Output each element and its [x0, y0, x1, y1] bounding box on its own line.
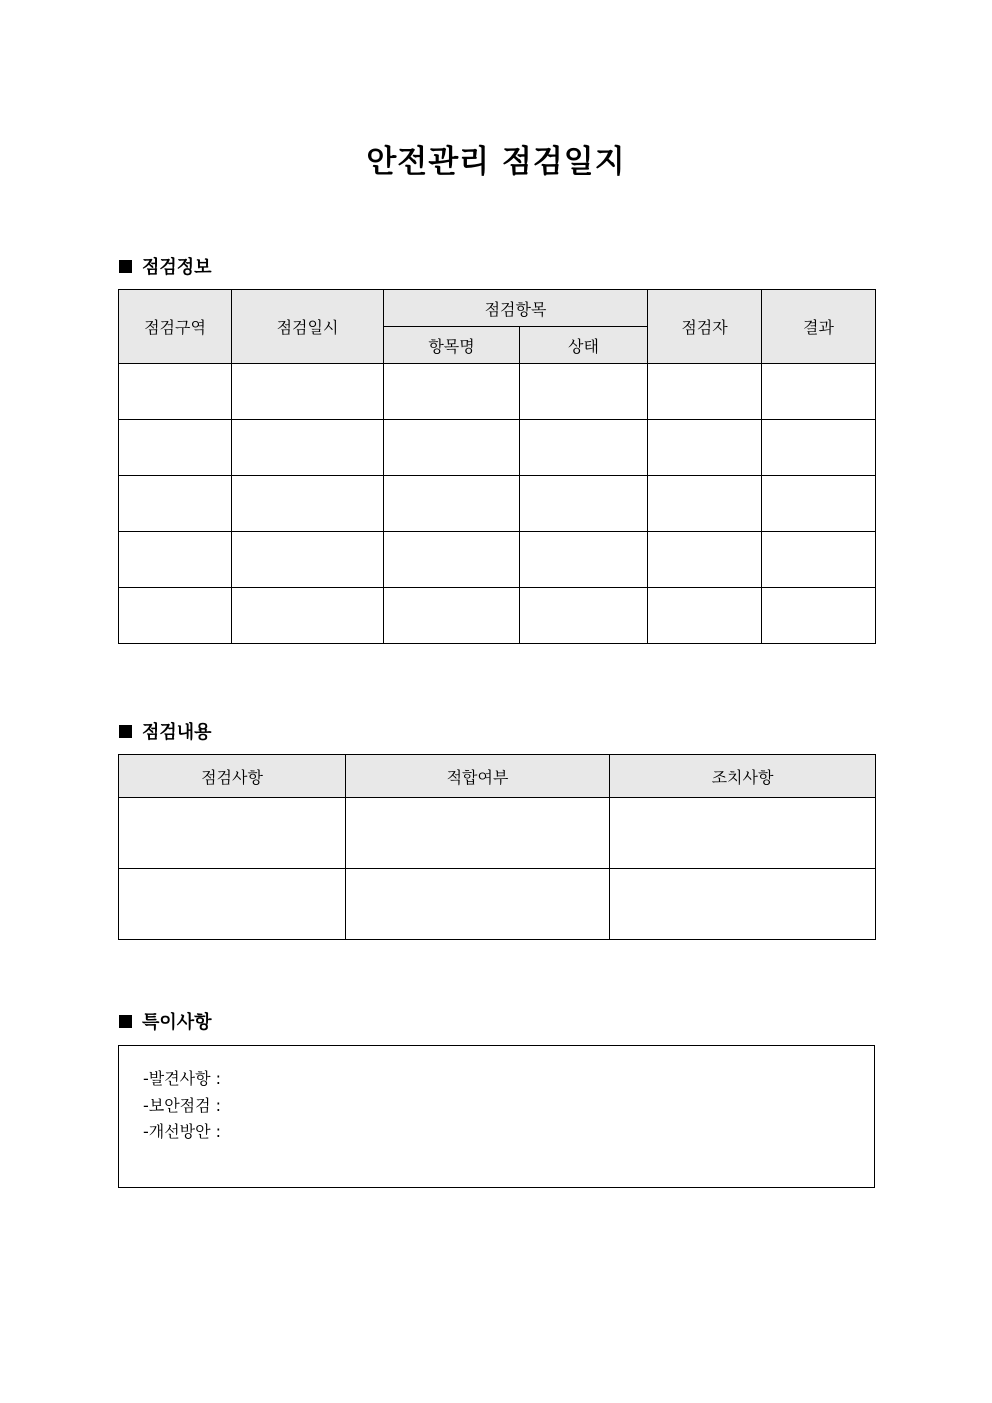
table-cell[interactable] — [346, 798, 610, 869]
header-datetime: 점검일시 — [232, 290, 384, 364]
table-cell[interactable] — [520, 420, 648, 476]
table-cell[interactable] — [384, 364, 520, 420]
content-section-title: 점검내용 — [142, 722, 212, 743]
table-cell[interactable] — [520, 588, 648, 644]
table-cell[interactable] — [232, 364, 384, 420]
notes-list — [143, 1066, 221, 1146]
note-security-check: -보안점검 : — [143, 1095, 222, 1115]
table-cell[interactable] — [384, 476, 520, 532]
table-cell[interactable] — [232, 420, 384, 476]
table-cell[interactable] — [384, 588, 520, 644]
table-cell[interactable] — [520, 532, 648, 588]
header-result: 결과 — [762, 290, 876, 364]
table-cell[interactable] — [762, 532, 876, 588]
table-cell[interactable] — [762, 588, 876, 644]
table-cell[interactable] — [119, 588, 232, 644]
table-cell[interactable] — [648, 476, 762, 532]
table-row — [119, 532, 876, 588]
table-cell[interactable] — [610, 869, 876, 940]
table-cell[interactable] — [648, 532, 762, 588]
table-cell[interactable] — [520, 476, 648, 532]
table-cell[interactable] — [232, 476, 384, 532]
table-row — [119, 364, 876, 420]
table-cell[interactable] — [232, 588, 384, 644]
table-cell[interactable] — [648, 420, 762, 476]
info-section-heading — [119, 253, 212, 279]
table-cell[interactable] — [520, 364, 648, 420]
table-row — [119, 798, 876, 869]
table-cell[interactable] — [119, 364, 232, 420]
header-status: 상태 — [520, 327, 648, 364]
table-cell[interactable] — [384, 420, 520, 476]
header-items: 점검항목 — [384, 290, 648, 327]
table-cell[interactable] — [119, 420, 232, 476]
header-check-item: 점검사항 — [119, 755, 346, 798]
info-section-title: 점검정보 — [142, 257, 212, 278]
square-bullet-icon — [119, 725, 132, 738]
table-row — [119, 476, 876, 532]
table-cell[interactable] — [232, 532, 384, 588]
table-cell[interactable] — [384, 532, 520, 588]
notes-section-heading — [119, 1008, 212, 1034]
table-cell[interactable] — [346, 869, 610, 940]
table-row — [119, 588, 876, 644]
header-item-name: 항목명 — [384, 327, 520, 364]
table-cell[interactable] — [119, 476, 232, 532]
table-cell[interactable] — [119, 532, 232, 588]
table-cell[interactable] — [610, 798, 876, 869]
notes-section-title: 특이사항 — [142, 1012, 212, 1033]
table-cell[interactable] — [119, 798, 346, 869]
table-cell[interactable] — [762, 364, 876, 420]
inspection-content-table — [118, 754, 876, 940]
header-action: 조치사항 — [610, 755, 876, 798]
header-compliance: 적합여부 — [346, 755, 610, 798]
content-section-heading — [119, 718, 212, 744]
note-findings: -발견사항 : — [143, 1069, 222, 1088]
table-cell[interactable] — [762, 420, 876, 476]
table-cell[interactable] — [119, 869, 346, 940]
table-cell[interactable] — [762, 476, 876, 532]
header-area: 점검구역 — [119, 290, 232, 364]
note-improvement: -개선방안 : — [143, 1122, 222, 1141]
page-title: 안전관리 점검일지 — [366, 144, 626, 180]
table-cell[interactable] — [648, 588, 762, 644]
table-row — [119, 869, 876, 940]
square-bullet-icon — [119, 260, 132, 273]
square-bullet-icon — [119, 1015, 132, 1028]
inspection-info-table — [118, 289, 876, 644]
table-row — [119, 420, 876, 476]
notes-box[interactable] — [118, 1045, 875, 1188]
table-cell[interactable] — [648, 364, 762, 420]
header-inspector: 점검자 — [648, 290, 762, 364]
